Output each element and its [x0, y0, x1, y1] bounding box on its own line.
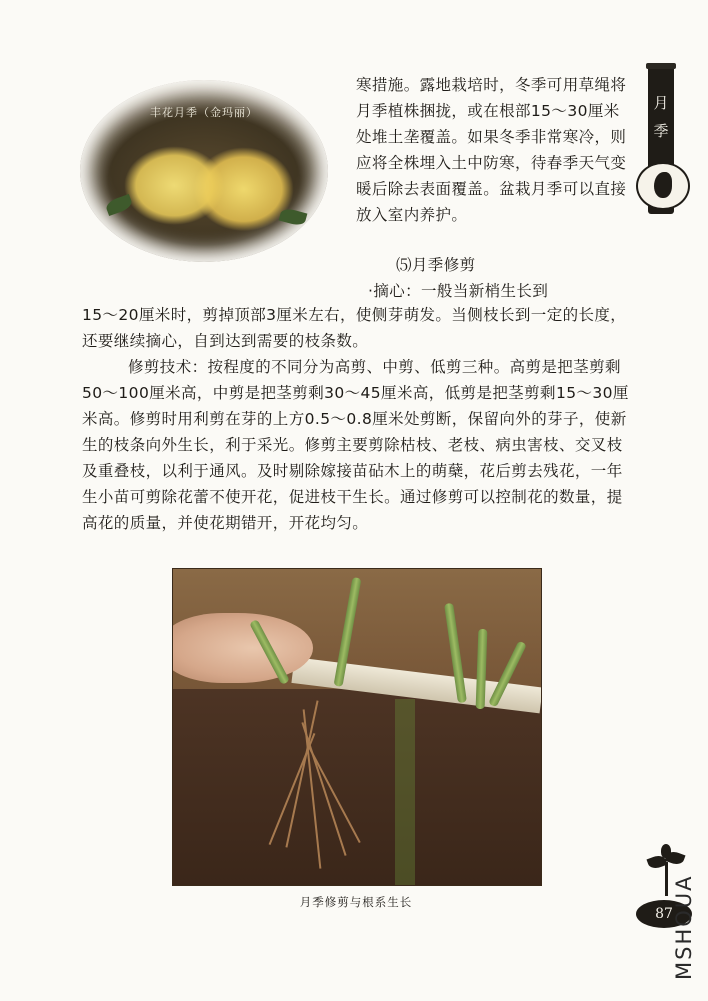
paragraph-winter-care: 寒措施。露地栽培时，冬季可用草绳将月季植株捆拢，或在根部15～30厘米处堆土垄覆盖。如果冬季非常寒冷，则应将全株埋入土中防寒，待春季天气变暖后除去表面覆盖。盆栽月季可以直接放入室内养护。 [356, 76, 627, 224]
chapter-char-1: 月 [653, 94, 669, 112]
chapter-side-tab [648, 66, 674, 214]
pruning-photo [172, 568, 542, 886]
pinching-text-first-line: ·摘心：一般当新梢生长到 [368, 282, 549, 300]
watermark: MSHOUA [672, 874, 696, 980]
pinching-text: 15～20厘米时，剪掉顶部3厘米左右，使侧芽萌发。当侧枝长到一定的长度，还要继续摘心，自到达到需要的枝条数。 [82, 306, 627, 350]
section-heading-pruning: ⑸月季修剪 [396, 256, 476, 274]
soil-layer [173, 689, 541, 886]
pruning-photo-caption: 月季修剪与根系生长 [299, 895, 413, 909]
tab-cap [646, 63, 676, 69]
stem-blur [395, 699, 415, 886]
chapter-char-2: 季 [653, 122, 669, 140]
chapter-logo-icon [636, 162, 690, 210]
leaf-decoration [279, 207, 308, 227]
leaf-decoration [104, 194, 133, 216]
page-number: 87 [636, 900, 692, 928]
pruning-technique-paragraph: 修剪技术：按程度的不同分为高剪、中剪、低剪三种。高剪是把茎剪剩50～100厘米高，中剪是把茎剪剩30～45厘米高，低剪是把茎剪剩15～30厘米高。修剪时用利剪在芽的上方0.5～0.8厘米处剪断，保留向外的芽子，使新生的枝条向外生长，利于采光。修剪主要剪除枯枝、老枝、病虫害枝、交叉枝及重叠枝，以利于通风。及时剔除嫁接苗砧木上的萌蘖，花后剪去残花，一年生小苗可剪除花蕾不使开花，促进枝干生长。通过修剪可以控制花的数量，提高花的质量，并使花期错开，开花均匀。 [82, 358, 629, 532]
rose-photo-caption: 丰花月季（金玛丽） [150, 106, 258, 119]
rose-photo [80, 80, 328, 262]
